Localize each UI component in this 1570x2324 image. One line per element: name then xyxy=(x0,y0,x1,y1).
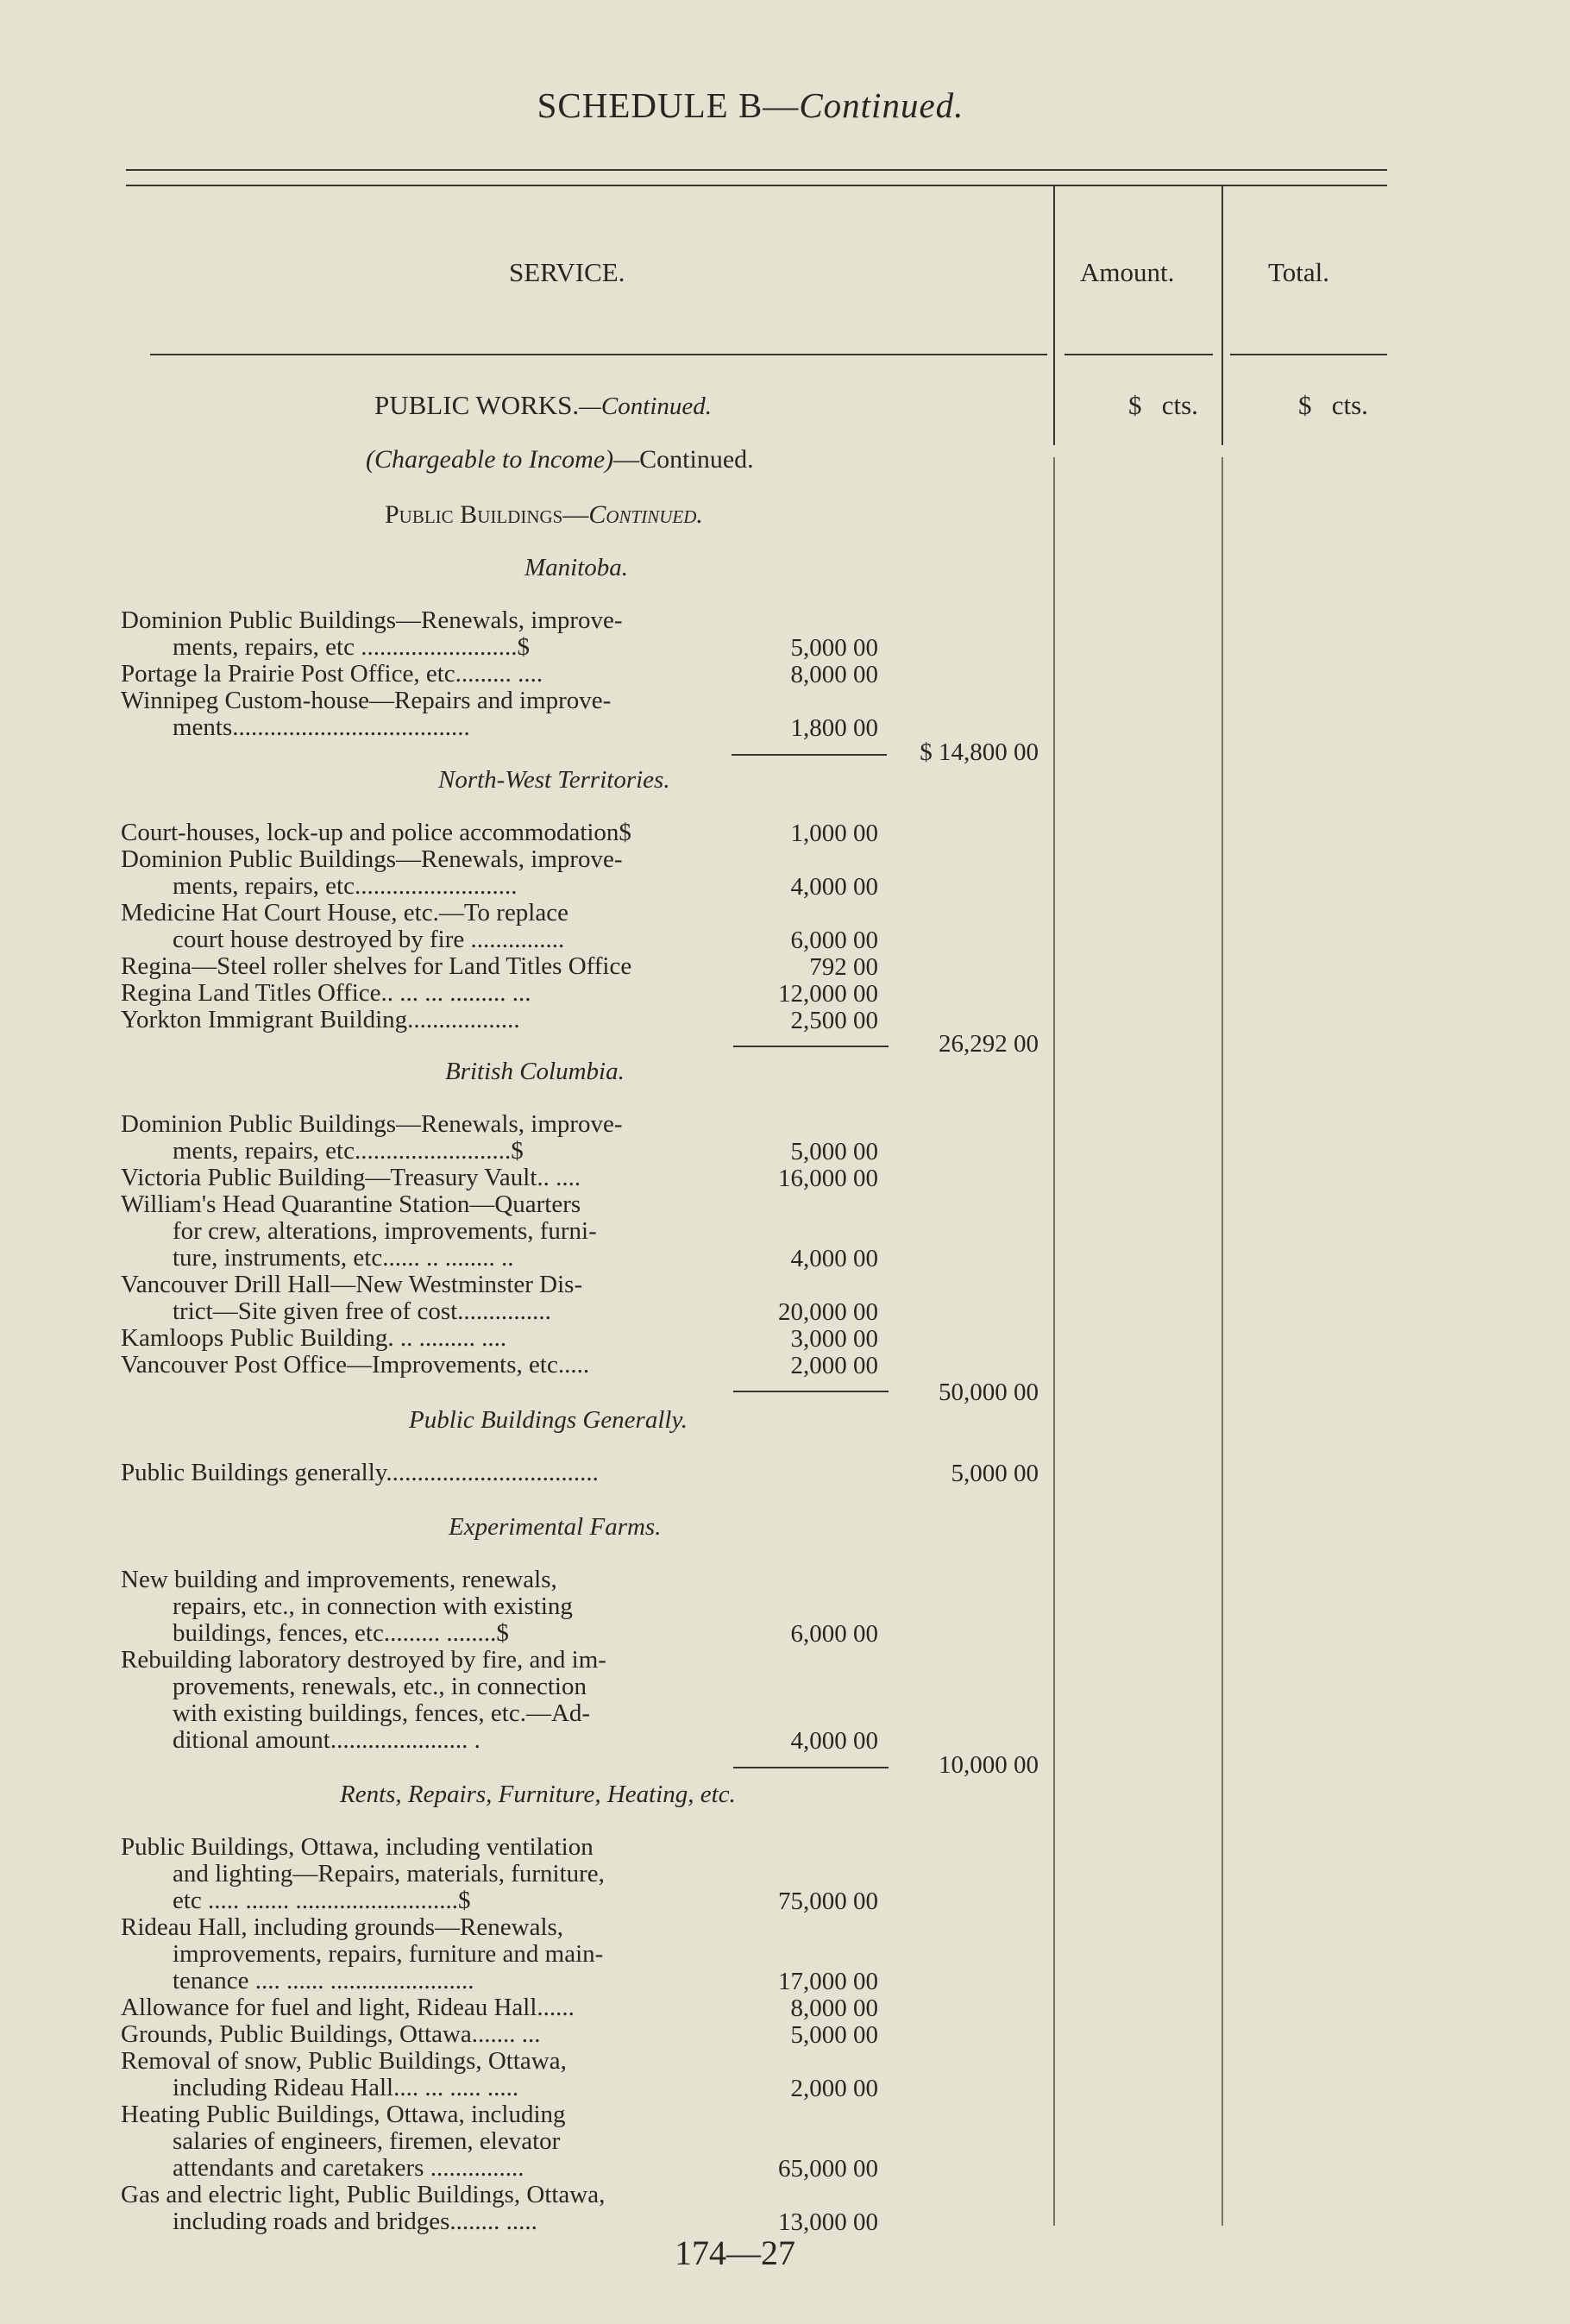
entry-bc-williams-head: William's Head Quarantine Station—Quarters for crew, alterations, improvements, furni- ture, instruments, etc...... .. ........ .. xyxy=(121,1190,597,1272)
section-heading-bc: British Columbia. xyxy=(445,1058,625,1085)
amount-rents-gas-electric: 13,000 00 xyxy=(778,2208,878,2236)
column-divider-total-lower xyxy=(1221,457,1223,2226)
column-header-amount: Amount. xyxy=(1080,257,1175,287)
page-footer-number: 174—27 xyxy=(675,2233,795,2272)
entry-bc-vancouver-post: Vancouver Post Office—Improvements, etc..... xyxy=(121,1351,590,1379)
page-title: SCHEDULE B—Continued. xyxy=(537,85,964,125)
entry-nwt-yorkton: Yorkton Immigrant Building.................. xyxy=(121,1006,520,1033)
total-farms: 10,000 00 xyxy=(939,1751,1039,1779)
amount-bc-williams-head: 4,000 00 xyxy=(790,1245,878,1272)
amount-bc-dominion: 5,000 00 xyxy=(790,1138,878,1165)
entry-bc-victoria: Victoria Public Building—Treasury Vault.. .... xyxy=(121,1164,581,1191)
section-heading-rents: Rents, Repairs, Furniture, Heating, etc. xyxy=(340,1781,736,1808)
amount-rents-fuel-light: 8,000 00 xyxy=(790,1994,878,2022)
sum-rule-nwt xyxy=(733,1046,889,1047)
entry-rents-rideau-hall: Rideau Hall, including grounds—Renewals, improvements, repairs, furniture and main- tenance .... ...... ....................... xyxy=(121,1913,604,1994)
header-rule-bottom xyxy=(126,185,1387,186)
amount-rents-heating: 65,000 00 xyxy=(778,2155,878,2183)
entry-rents-public-buildings: Public Buildings, Ottawa, including ventilation and lighting—Repairs, materials, furniture, etc ..... ....... ..........................$ xyxy=(121,1833,605,1914)
entry-nwt-regina-land: Regina Land Titles Office.. ... ... ......... ... xyxy=(121,979,531,1007)
amount-manitoba-dominion: 5,000 00 xyxy=(790,634,878,662)
sum-rule-farms xyxy=(733,1767,889,1768)
entry-rents-grounds: Grounds, Public Buildings, Ottawa....... ... xyxy=(121,2020,541,2048)
entry-rents-snow: Removal of snow, Public Buildings, Ottawa, including Rideau Hall.... ... ..... ..... xyxy=(121,2047,567,2101)
column-divider-amount-lower xyxy=(1053,457,1055,2226)
amount-manitoba-portage: 8,000 00 xyxy=(790,661,878,688)
total-header-rule xyxy=(1230,354,1387,355)
amount-bc-vancouver-post: 2,000 00 xyxy=(790,1352,878,1379)
entry-bc-kamloops: Kamloops Public Building. .. ......... .... xyxy=(121,1324,507,1352)
entry-farms-laboratory: Rebuilding laboratory destroyed by fire, and im- provements, renewals, etc., in connection with existing buildings, fences, etc.—Ad- ditional amount...................... . xyxy=(121,1646,606,1754)
amount-rents-snow: 2,000 00 xyxy=(790,2075,878,2102)
total-nwt: 26,292 00 xyxy=(939,1030,1039,1058)
public-buildings-heading: Public Buildings—Continued. xyxy=(385,500,703,529)
total-currency-label: $ cts. xyxy=(1298,390,1368,420)
entry-bc-dominion: Dominion Public Buildings—Renewals, improve- ments, repairs, etc.........................$ xyxy=(121,1110,623,1165)
sum-rule-bc xyxy=(733,1391,889,1392)
amount-nwt-regina-land: 12,000 00 xyxy=(778,980,878,1008)
amount-rents-rideau-hall: 17,000 00 xyxy=(778,1968,878,1995)
header-rule-top xyxy=(126,169,1387,171)
entry-rents-fuel-light: Allowance for fuel and light, Rideau Hall...... xyxy=(121,1994,575,2021)
column-divider-total xyxy=(1221,186,1223,445)
amount-nwt-court-houses: 1,000 00 xyxy=(790,820,878,847)
amount-nwt-medicine-hat: 6,000 00 xyxy=(790,926,878,954)
amount-manitoba-winnipeg: 1,800 00 xyxy=(790,714,878,742)
column-header-service: SERVICE. xyxy=(509,257,625,287)
amount-rents-public-buildings: 75,000 00 xyxy=(778,1887,878,1915)
total-manitoba: $ 14,800 00 xyxy=(920,738,1039,766)
entry-generally: Public Buildings generally.................................. xyxy=(121,1459,599,1486)
amount-rents-grounds: 5,000 00 xyxy=(790,2021,878,2049)
entry-manitoba-dominion: Dominion Public Buildings—Renewals, improve- ments, repairs, etc .........................$ xyxy=(121,606,623,661)
chargeable-heading: (Chargeable to Income)—Continued. xyxy=(366,445,754,474)
entry-nwt-medicine-hat: Medicine Hat Court House, etc.—To replace court house destroyed by fire ............... xyxy=(121,899,568,953)
column-header-rule xyxy=(150,354,1047,355)
amount-header-rule xyxy=(1064,354,1213,355)
total-generally: 5,000 00 xyxy=(951,1460,1039,1487)
amount-farms-new-building: 6,000 00 xyxy=(790,1620,878,1648)
entry-nwt-regina-shelves: Regina—Steel roller shelves for Land Titles Office xyxy=(121,952,632,980)
amount-farms-laboratory: 4,000 00 xyxy=(790,1727,878,1755)
entry-manitoba-winnipeg: Winnipeg Custom-house—Repairs and improve- ments...................................... xyxy=(121,687,612,741)
total-bc: 50,000 00 xyxy=(939,1379,1039,1406)
section-heading-generally: Public Buildings Generally. xyxy=(409,1406,688,1434)
column-header-total: Total. xyxy=(1268,257,1330,287)
amount-currency-label: $ cts. xyxy=(1128,390,1198,420)
entry-nwt-dominion: Dominion Public Buildings—Renewals, improve- ments, repairs, etc.......................... xyxy=(121,845,623,900)
public-works-heading: PUBLIC WORKS.—Continued. xyxy=(374,390,713,420)
amount-bc-victoria: 16,000 00 xyxy=(778,1165,878,1192)
amount-nwt-dominion: 4,000 00 xyxy=(790,873,878,901)
entry-rents-heating: Heating Public Buildings, Ottawa, including salaries of engineers, firemen, elevator attendants and caretakers ............... xyxy=(121,2101,566,2182)
section-heading-nwt: North-West Territories. xyxy=(438,766,670,794)
entry-manitoba-portage: Portage la Prairie Post Office, etc......... .... xyxy=(121,660,543,688)
column-divider-amount xyxy=(1053,186,1055,445)
sum-rule-manitoba xyxy=(732,754,887,756)
entry-nwt-court-houses: Court-houses, lock-up and police accommodation$ xyxy=(121,819,631,846)
entry-bc-vancouver-drill: Vancouver Drill Hall—New Westminster Dis- trict—Site given free of cost............... xyxy=(121,1271,583,1325)
entry-farms-new-building: New building and improvements, renewals, repairs, etc., in connection with existing buildings, fences, etc......... ........$ xyxy=(121,1566,573,1647)
amount-nwt-yorkton: 2,500 00 xyxy=(790,1007,878,1034)
entry-rents-gas-electric: Gas and electric light, Public Buildings, Ottawa, including roads and bridges........ ..... xyxy=(121,2181,606,2235)
amount-bc-vancouver-drill: 20,000 00 xyxy=(778,1298,878,1326)
section-heading-manitoba: Manitoba. xyxy=(524,554,629,581)
section-heading-farms: Experimental Farms. xyxy=(449,1513,662,1541)
amount-nwt-regina-shelves: 792 00 xyxy=(809,953,878,981)
amount-bc-kamloops: 3,000 00 xyxy=(790,1325,878,1353)
